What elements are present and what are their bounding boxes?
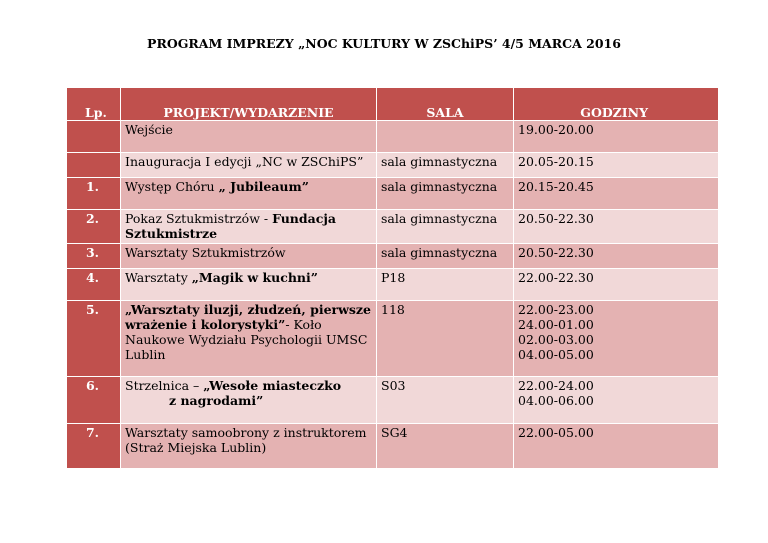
row-hours: 20.05-20.15: [514, 153, 719, 178]
row-hours: 22.00-22.30: [514, 269, 719, 301]
table-row: [67, 377, 719, 424]
row-hours: 22.00-24.00 04.00-06.00: [514, 377, 719, 424]
header-project: PROJEKT/WYDARZENIE: [121, 88, 377, 121]
table-row: [67, 301, 719, 377]
row-hours: 22.00-23.00 24.00-01.00 02.00-03.00 04.00-05.00: [514, 301, 719, 377]
row-room: sala gimnastyczna: [377, 244, 514, 269]
row-event: Warsztaty „Magik w kuchni”: [121, 269, 377, 301]
row-number: 6.: [67, 377, 121, 424]
row-event: Inauguracja I edycji „NC w ZSChiPS”: [121, 153, 377, 178]
table-row: [67, 269, 719, 301]
row-hours: 20.50-22.30: [514, 244, 719, 269]
row-number: 4.: [67, 269, 121, 301]
row-number: 7.: [67, 424, 121, 469]
row-number: 5.: [67, 301, 121, 377]
row-hours: 22.00-05.00: [514, 424, 719, 469]
row-number: 3.: [67, 244, 121, 269]
row-event: Strzelnica – „Wesołe miasteczko z nagrodami”: [121, 377, 377, 424]
row-hours: 19.00-20.00: [514, 121, 719, 153]
row-event: Występ Chóru „ Jubileaum”: [121, 178, 377, 210]
row-event: Warsztaty Sztukmistrzów: [121, 244, 377, 269]
row-number: [67, 153, 121, 178]
row-room: sala gimnastyczna: [377, 178, 514, 210]
row-event: Pokaz Sztukmistrzów - Fundacja Sztukmistrze: [121, 210, 377, 244]
table-row: [67, 210, 719, 244]
row-room: S03: [377, 377, 514, 424]
header-room: SALA: [377, 88, 514, 121]
table-row: [67, 424, 719, 469]
row-room: SG4: [377, 424, 514, 469]
table-row: [67, 121, 719, 153]
table-row: [67, 178, 719, 210]
row-event: Wejście: [121, 121, 377, 153]
row-room: sala gimnastyczna: [377, 153, 514, 178]
row-room: sala gimnastyczna: [377, 210, 514, 244]
row-room: [377, 121, 514, 153]
header-hours: GODZINY: [514, 88, 719, 121]
row-hours: 20.50-22.30: [514, 210, 719, 244]
row-room: P18: [377, 269, 514, 301]
row-event: „Warsztaty iluzji, złudzeń, pierwsze wrażenie i kolorystyki”- Koło Naukowe Wydziału Psychologii UMSC Lublin: [121, 301, 377, 377]
row-event: Warsztaty samoobrony z instruktorem (Straż Miejska Lublin): [121, 424, 377, 469]
table-header-row: [67, 88, 719, 121]
table-row: [67, 153, 719, 178]
row-hours: 20.15-20.45: [514, 178, 719, 210]
row-number: [67, 121, 121, 153]
row-number: 2.: [67, 210, 121, 244]
row-room: 118: [377, 301, 514, 377]
table-row: [67, 244, 719, 269]
page-title: PROGRAM IMPREZY „NOC KULTURY W ZSChiPS’ 4/5 MARCA 2016: [147, 36, 621, 51]
row-number: 1.: [67, 178, 121, 210]
header-lp: Lp.: [67, 88, 121, 121]
program-table: [66, 87, 719, 469]
